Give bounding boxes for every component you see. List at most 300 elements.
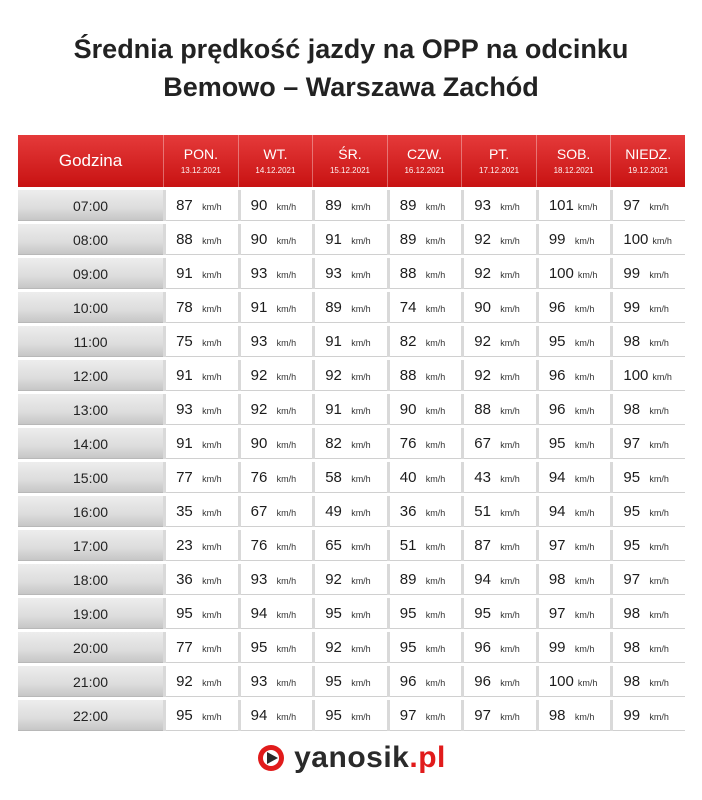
speed-cell [461, 292, 536, 323]
speed-value: 100 [548, 672, 574, 690]
speed-cell [610, 326, 685, 357]
speed-cell [238, 462, 313, 493]
speed-unit: km/h [202, 507, 222, 518]
speed-value: 92 [325, 570, 342, 588]
speed-unit: km/h [351, 303, 371, 314]
brand-suffix: .pl [409, 741, 446, 774]
speed-cell [536, 326, 611, 357]
speed-cell [387, 700, 462, 731]
table-row [18, 700, 685, 731]
speed-value: 95 [548, 332, 566, 350]
speed-cell [387, 190, 462, 221]
yanosik-logo-icon [256, 743, 286, 773]
speed-unit: km/h [425, 609, 446, 620]
speed-cell [163, 292, 238, 323]
day-header [387, 135, 462, 187]
speed-cell [461, 394, 536, 425]
speed-unit: km/h [202, 439, 222, 450]
speed-value: 92 [250, 400, 268, 418]
day-date: 15.12.2021 [329, 166, 370, 175]
speed-cell [461, 224, 536, 255]
speed-cell [312, 530, 387, 561]
speed-cell [238, 360, 313, 391]
day-name: CZW. [407, 146, 442, 162]
speed-value: 91 [176, 264, 193, 282]
speed-value: 88 [399, 366, 417, 384]
speed-cell [387, 564, 462, 595]
hour-cell: 17:00 [18, 530, 163, 561]
speed-value: 76 [399, 434, 417, 452]
speed-unit: km/h [649, 303, 669, 314]
title-line-1: Średnia prędkość jazdy na OPP na odcinku [73, 34, 629, 64]
speed-cell [238, 394, 313, 425]
speed-value: 95 [399, 604, 417, 622]
speed-cell [163, 530, 238, 561]
speed-value: 65 [325, 536, 342, 554]
speed-cell [387, 360, 462, 391]
speed-cell [610, 258, 685, 289]
day-date: 14.12.2021 [255, 166, 296, 175]
speed-unit: km/h [500, 677, 520, 688]
speed-unit: km/h [425, 235, 446, 246]
speed-unit: km/h [500, 371, 520, 382]
table-row [18, 292, 685, 323]
speed-value: 94 [250, 604, 268, 622]
speed-value: 88 [176, 230, 193, 248]
speed-value: 93 [176, 400, 193, 418]
speed-cell [312, 292, 387, 323]
speed-unit: km/h [649, 677, 669, 688]
speed-unit: km/h [425, 677, 446, 688]
speed-unit: km/h [574, 643, 595, 654]
speed-unit: km/h [202, 609, 222, 620]
speed-cell [536, 292, 611, 323]
header-row [18, 135, 685, 187]
hour-cell: 16:00 [18, 496, 163, 527]
speed-cell [536, 428, 611, 459]
speed-value: 97 [548, 604, 566, 622]
speed-cell [461, 326, 536, 357]
speed-cell [312, 258, 387, 289]
speed-value: 93 [250, 264, 268, 282]
speed-cell [163, 700, 238, 731]
speed-cell [238, 292, 313, 323]
speed-value: 97 [623, 434, 641, 452]
speed-unit: km/h [574, 439, 595, 450]
speed-unit: km/h [202, 269, 222, 280]
speed-unit: km/h [276, 303, 297, 314]
speed-value: 99 [548, 638, 566, 656]
table-row [18, 394, 685, 425]
speed-value: 36 [176, 570, 193, 588]
speed-value: 93 [325, 264, 342, 282]
hour-column-header: Godzina [18, 135, 163, 187]
speed-cell [238, 564, 313, 595]
speed-unit: km/h [202, 677, 222, 688]
speed-unit: km/h [574, 575, 595, 586]
day-name: ŚR. [338, 146, 362, 162]
hour-cell: 07:00 [18, 190, 163, 221]
speed-cell [610, 394, 685, 425]
speed-value: 98 [623, 332, 641, 350]
speed-unit: km/h [649, 507, 669, 518]
speed-unit: km/h [351, 439, 371, 450]
day-header [461, 135, 536, 187]
speed-value: 95 [474, 604, 491, 622]
speed-unit: km/h [425, 201, 446, 212]
speed-cell [536, 258, 611, 289]
speed-cell [536, 360, 611, 391]
speed-value: 90 [250, 434, 268, 452]
speed-value: 92 [474, 264, 491, 282]
speed-unit: km/h [500, 541, 520, 552]
speed-unit: km/h [574, 303, 595, 314]
speed-cell [163, 428, 238, 459]
speed-cell [387, 258, 462, 289]
speed-unit: km/h [202, 711, 222, 722]
table-row [18, 190, 685, 221]
day-header [312, 135, 387, 187]
speed-value: 99 [623, 706, 641, 724]
speed-unit: km/h [425, 473, 446, 484]
speed-cell [461, 632, 536, 663]
speed-value: 58 [325, 468, 342, 486]
speed-cell [387, 598, 462, 629]
speed-unit: km/h [649, 337, 669, 348]
speed-unit: km/h [500, 507, 520, 518]
table-row [18, 326, 685, 357]
speed-value: 92 [474, 230, 491, 248]
speed-value: 89 [399, 230, 417, 248]
speed-unit: km/h [202, 405, 222, 416]
speed-value: 99 [548, 230, 566, 248]
speed-value: 94 [548, 502, 566, 520]
speed-value: 100 [548, 264, 574, 282]
speed-value: 77 [176, 638, 193, 656]
speed-value: 87 [474, 536, 491, 554]
speed-unit: km/h [351, 711, 371, 722]
speed-cell [536, 394, 611, 425]
speed-unit: km/h [652, 371, 672, 382]
speed-cell [610, 224, 685, 255]
speed-cell [536, 632, 611, 663]
speed-cell [238, 666, 313, 697]
speed-cell [163, 632, 238, 663]
speed-cell [387, 666, 462, 697]
speed-value: 93 [474, 196, 491, 214]
table-row [18, 598, 685, 629]
speed-value: 95 [325, 672, 342, 690]
day-name: PON. [183, 146, 218, 162]
speed-unit: km/h [649, 269, 669, 280]
speed-cell [536, 496, 611, 527]
speed-value: 35 [176, 502, 193, 520]
speed-unit: km/h [425, 337, 446, 348]
speed-unit: km/h [276, 473, 297, 484]
day-date: 19.12.2021 [628, 166, 669, 175]
table-row [18, 258, 685, 289]
table-row [18, 428, 685, 459]
speed-value: 91 [325, 230, 342, 248]
speed-unit: km/h [351, 201, 371, 212]
day-name: PT. [488, 146, 510, 162]
speed-cell [387, 530, 462, 561]
speed-value: 91 [250, 298, 268, 316]
speed-unit: km/h [500, 439, 520, 450]
speed-value: 95 [325, 604, 342, 622]
brand-name [294, 741, 446, 775]
speed-value: 51 [474, 502, 491, 520]
speed-cell [312, 190, 387, 221]
speed-value: 96 [474, 672, 491, 690]
speed-value: 96 [399, 672, 417, 690]
speed-cell [610, 190, 685, 221]
speed-value: 97 [399, 706, 417, 724]
speed-value: 92 [474, 332, 491, 350]
speed-unit: km/h [202, 371, 222, 382]
speed-unit: km/h [500, 609, 520, 620]
hour-cell: 19:00 [18, 598, 163, 629]
speed-value: 40 [399, 468, 417, 486]
speed-value: 91 [176, 434, 193, 452]
speed-unit: km/h [574, 337, 595, 348]
speed-cell [610, 496, 685, 527]
speed-unit: km/h [649, 541, 669, 552]
table-row [18, 564, 685, 595]
speed-cell [312, 360, 387, 391]
speed-cell [312, 564, 387, 595]
speed-value: 87 [176, 196, 193, 214]
speed-value: 92 [176, 672, 193, 690]
speed-unit: km/h [276, 575, 297, 586]
speed-unit: km/h [500, 201, 520, 212]
speed-cell [387, 632, 462, 663]
hour-cell: 13:00 [18, 394, 163, 425]
speed-value: 92 [325, 366, 342, 384]
speed-unit: km/h [425, 643, 446, 654]
speed-unit: km/h [351, 609, 371, 620]
hour-cell: 21:00 [18, 666, 163, 697]
table-row [18, 530, 685, 561]
table-row [18, 224, 685, 255]
speed-unit: km/h [574, 473, 595, 484]
speed-cell [238, 598, 313, 629]
speed-value: 98 [623, 638, 641, 656]
speed-unit: km/h [202, 201, 222, 212]
speed-value: 82 [399, 332, 417, 350]
hour-cell: 12:00 [18, 360, 163, 391]
speed-value: 74 [399, 298, 417, 316]
speed-cell [238, 428, 313, 459]
brand-text: yanosik [294, 741, 410, 774]
speed-value: 90 [250, 230, 268, 248]
speed-cell [461, 360, 536, 391]
speed-value: 96 [548, 366, 566, 384]
speed-cell [312, 462, 387, 493]
speed-value: 90 [474, 298, 491, 316]
speed-cell [163, 224, 238, 255]
speed-unit: km/h [351, 473, 371, 484]
speed-unit: km/h [276, 269, 297, 280]
speed-cell [163, 190, 238, 221]
speed-unit: km/h [276, 201, 297, 212]
speed-value: 94 [548, 468, 566, 486]
speed-unit: km/h [351, 643, 371, 654]
speed-cell [312, 496, 387, 527]
speed-unit: km/h [351, 677, 371, 688]
speed-value: 96 [548, 400, 566, 418]
speed-unit: km/h [276, 439, 297, 450]
speed-cell [461, 190, 536, 221]
speed-unit: km/h [276, 677, 297, 688]
speed-unit: km/h [425, 405, 446, 416]
speed-cell [312, 428, 387, 459]
speed-cell [238, 530, 313, 561]
speed-unit: km/h [351, 371, 371, 382]
speed-cell [536, 224, 611, 255]
speed-cell [461, 258, 536, 289]
speed-cell [387, 326, 462, 357]
speed-cell [536, 462, 611, 493]
speed-value: 95 [399, 638, 417, 656]
speed-unit: km/h [351, 507, 371, 518]
speed-value: 89 [325, 298, 342, 316]
speed-unit: km/h [574, 371, 595, 382]
speed-unit: km/h [425, 269, 446, 280]
speed-unit: km/h [500, 643, 520, 654]
speed-cell [238, 700, 313, 731]
speed-unit: km/h [574, 507, 595, 518]
day-date: 16.12.2021 [404, 166, 445, 175]
speed-unit: km/h [652, 235, 672, 246]
speed-cell [387, 394, 462, 425]
speed-unit: km/h [500, 473, 520, 484]
hour-cell: 20:00 [18, 632, 163, 663]
table-row [18, 496, 685, 527]
speed-cell [536, 564, 611, 595]
hour-cell: 18:00 [18, 564, 163, 595]
speed-cell [163, 598, 238, 629]
hour-cell: 14:00 [18, 428, 163, 459]
table-row [18, 360, 685, 391]
speed-value: 36 [399, 502, 417, 520]
speed-cell [387, 224, 462, 255]
speed-value: 98 [623, 400, 641, 418]
speed-unit: km/h [351, 541, 371, 552]
day-header [238, 135, 313, 187]
speed-cell [312, 666, 387, 697]
speed-cell [238, 326, 313, 357]
speed-value: 94 [474, 570, 491, 588]
speed-unit: km/h [577, 201, 598, 212]
speed-cell [163, 394, 238, 425]
speed-unit: km/h [649, 575, 669, 586]
speed-cell [312, 700, 387, 731]
speed-cell [163, 462, 238, 493]
speed-unit: km/h [202, 575, 222, 586]
speed-value: 97 [623, 570, 641, 588]
table-row [18, 666, 685, 697]
speed-value: 96 [548, 298, 566, 316]
speed-unit: km/h [276, 235, 297, 246]
speed-value: 100 [623, 230, 649, 248]
speed-unit: km/h [276, 541, 297, 552]
speed-value: 89 [399, 196, 417, 214]
speed-unit: km/h [202, 337, 222, 348]
speed-value: 101 [548, 196, 574, 214]
speed-value: 97 [623, 196, 641, 214]
speed-cell [238, 258, 313, 289]
day-header [163, 135, 238, 187]
speed-value: 99 [623, 298, 641, 316]
speed-unit: km/h [649, 201, 669, 212]
speed-value: 94 [250, 706, 268, 724]
speed-value: 95 [250, 638, 268, 656]
speed-cell [238, 632, 313, 663]
speed-value: 93 [250, 672, 268, 690]
speed-value: 43 [474, 468, 491, 486]
speed-cell [610, 666, 685, 697]
speed-cell [461, 428, 536, 459]
speed-cell [238, 190, 313, 221]
speed-cell [610, 360, 685, 391]
speed-cell [536, 700, 611, 731]
speed-value: 91 [176, 366, 193, 384]
speed-value: 78 [176, 298, 193, 316]
speed-unit: km/h [276, 405, 297, 416]
speed-value: 97 [474, 706, 491, 724]
speed-cell [163, 360, 238, 391]
day-date: 18.12.2021 [553, 166, 594, 175]
speed-value: 95 [623, 502, 641, 520]
speed-cell [387, 292, 462, 323]
speed-unit: km/h [500, 337, 520, 348]
hour-cell: 09:00 [18, 258, 163, 289]
speed-cell [312, 632, 387, 663]
speed-table [18, 132, 685, 734]
speed-unit: km/h [574, 609, 595, 620]
speed-cell [387, 428, 462, 459]
speed-value: 93 [250, 570, 268, 588]
speed-unit: km/h [500, 269, 520, 280]
speed-value: 75 [176, 332, 193, 350]
speed-unit: km/h [425, 507, 446, 518]
speed-value: 88 [399, 264, 417, 282]
speed-unit: km/h [276, 609, 297, 620]
speed-cell [610, 292, 685, 323]
speed-cell [536, 598, 611, 629]
speed-unit: km/h [500, 303, 520, 314]
speed-cell [163, 666, 238, 697]
speed-value: 96 [474, 638, 491, 656]
speed-unit: km/h [425, 303, 446, 314]
speed-value: 67 [474, 434, 491, 452]
speed-unit: km/h [351, 575, 371, 586]
speed-value: 88 [474, 400, 491, 418]
speed-value: 92 [250, 366, 268, 384]
speed-unit: km/h [649, 439, 669, 450]
speed-unit: km/h [202, 303, 222, 314]
hour-cell: 15:00 [18, 462, 163, 493]
table-row [18, 632, 685, 663]
table-body [18, 190, 685, 731]
speed-cell [163, 326, 238, 357]
speed-unit: km/h [425, 711, 446, 722]
speed-unit: km/h [649, 609, 669, 620]
speed-cell [312, 598, 387, 629]
speed-cell [163, 258, 238, 289]
speed-unit: km/h [202, 541, 222, 552]
